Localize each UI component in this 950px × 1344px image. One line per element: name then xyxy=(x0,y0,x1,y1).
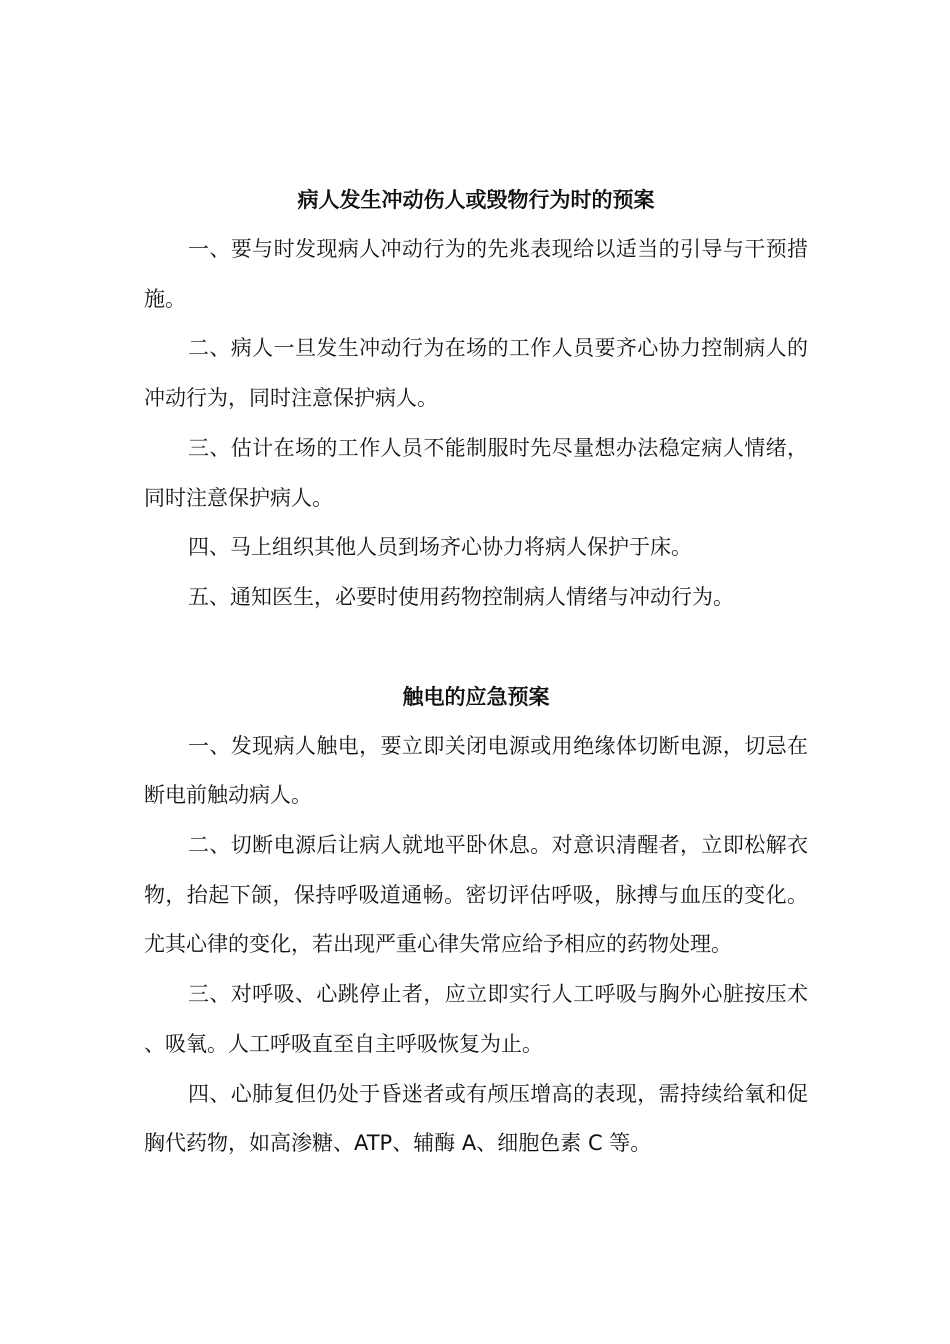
section-title: 触电的应急预案 xyxy=(402,684,550,709)
paragraph: 一、要与时发现病人冲动行为的先兆表现给以适当的引导与干预措施。 xyxy=(144,237,808,311)
paragraph: 四、心肺复但仍处于昏迷者或有颅压增高的表现，需持续给氧和促胸代药物，如高渗糖、ATP、辅酶 A、细胞色素 C 等。 xyxy=(144,1081,808,1156)
paragraph: 二、切断电源后让病人就地平卧休息。对意识清醒者，立即松解衣物，抬起下颌，保持呼吸道通畅。密切评估呼吸，脉搏与血压的变化。尤其心律的变化，若出现严重心律失常应给予相应的药物处理。 xyxy=(144,833,808,957)
section-electric-shock-plan xyxy=(144,672,808,1169)
section-impulsive-behavior-plan xyxy=(144,175,808,623)
paragraph: 三、估计在场的工作人员不能制服时先尽量想办法稳定病人情绪，同时注意保护病人。 xyxy=(144,435,808,510)
section-title: 病人发生冲动伤人或毁物行为时的预案 xyxy=(297,188,655,212)
paragraph: 三、对呼吸、心跳停止者，应立即实行人工呼吸与胸外心脏按压术、吸氧。人工呼吸直至自主呼吸恢复为止。 xyxy=(144,982,808,1056)
document-body xyxy=(144,175,808,1169)
paragraph: 五、通知医生，必要时使用药物控制病人情绪与冲动行为。 xyxy=(188,584,734,609)
paragraph: 一、发现病人触电，要立即关闭电源或用绝缘体切断电源，切忌在断电前触动病人。 xyxy=(144,733,808,808)
paragraph: 二、病人一旦发生冲动行为在场的工作人员要齐心协力控制病人的冲动行为，同时注意保护病人。 xyxy=(144,336,808,411)
paragraph: 四、马上组织其他人员到场齐心协力将病人保护于床。 xyxy=(188,535,692,560)
